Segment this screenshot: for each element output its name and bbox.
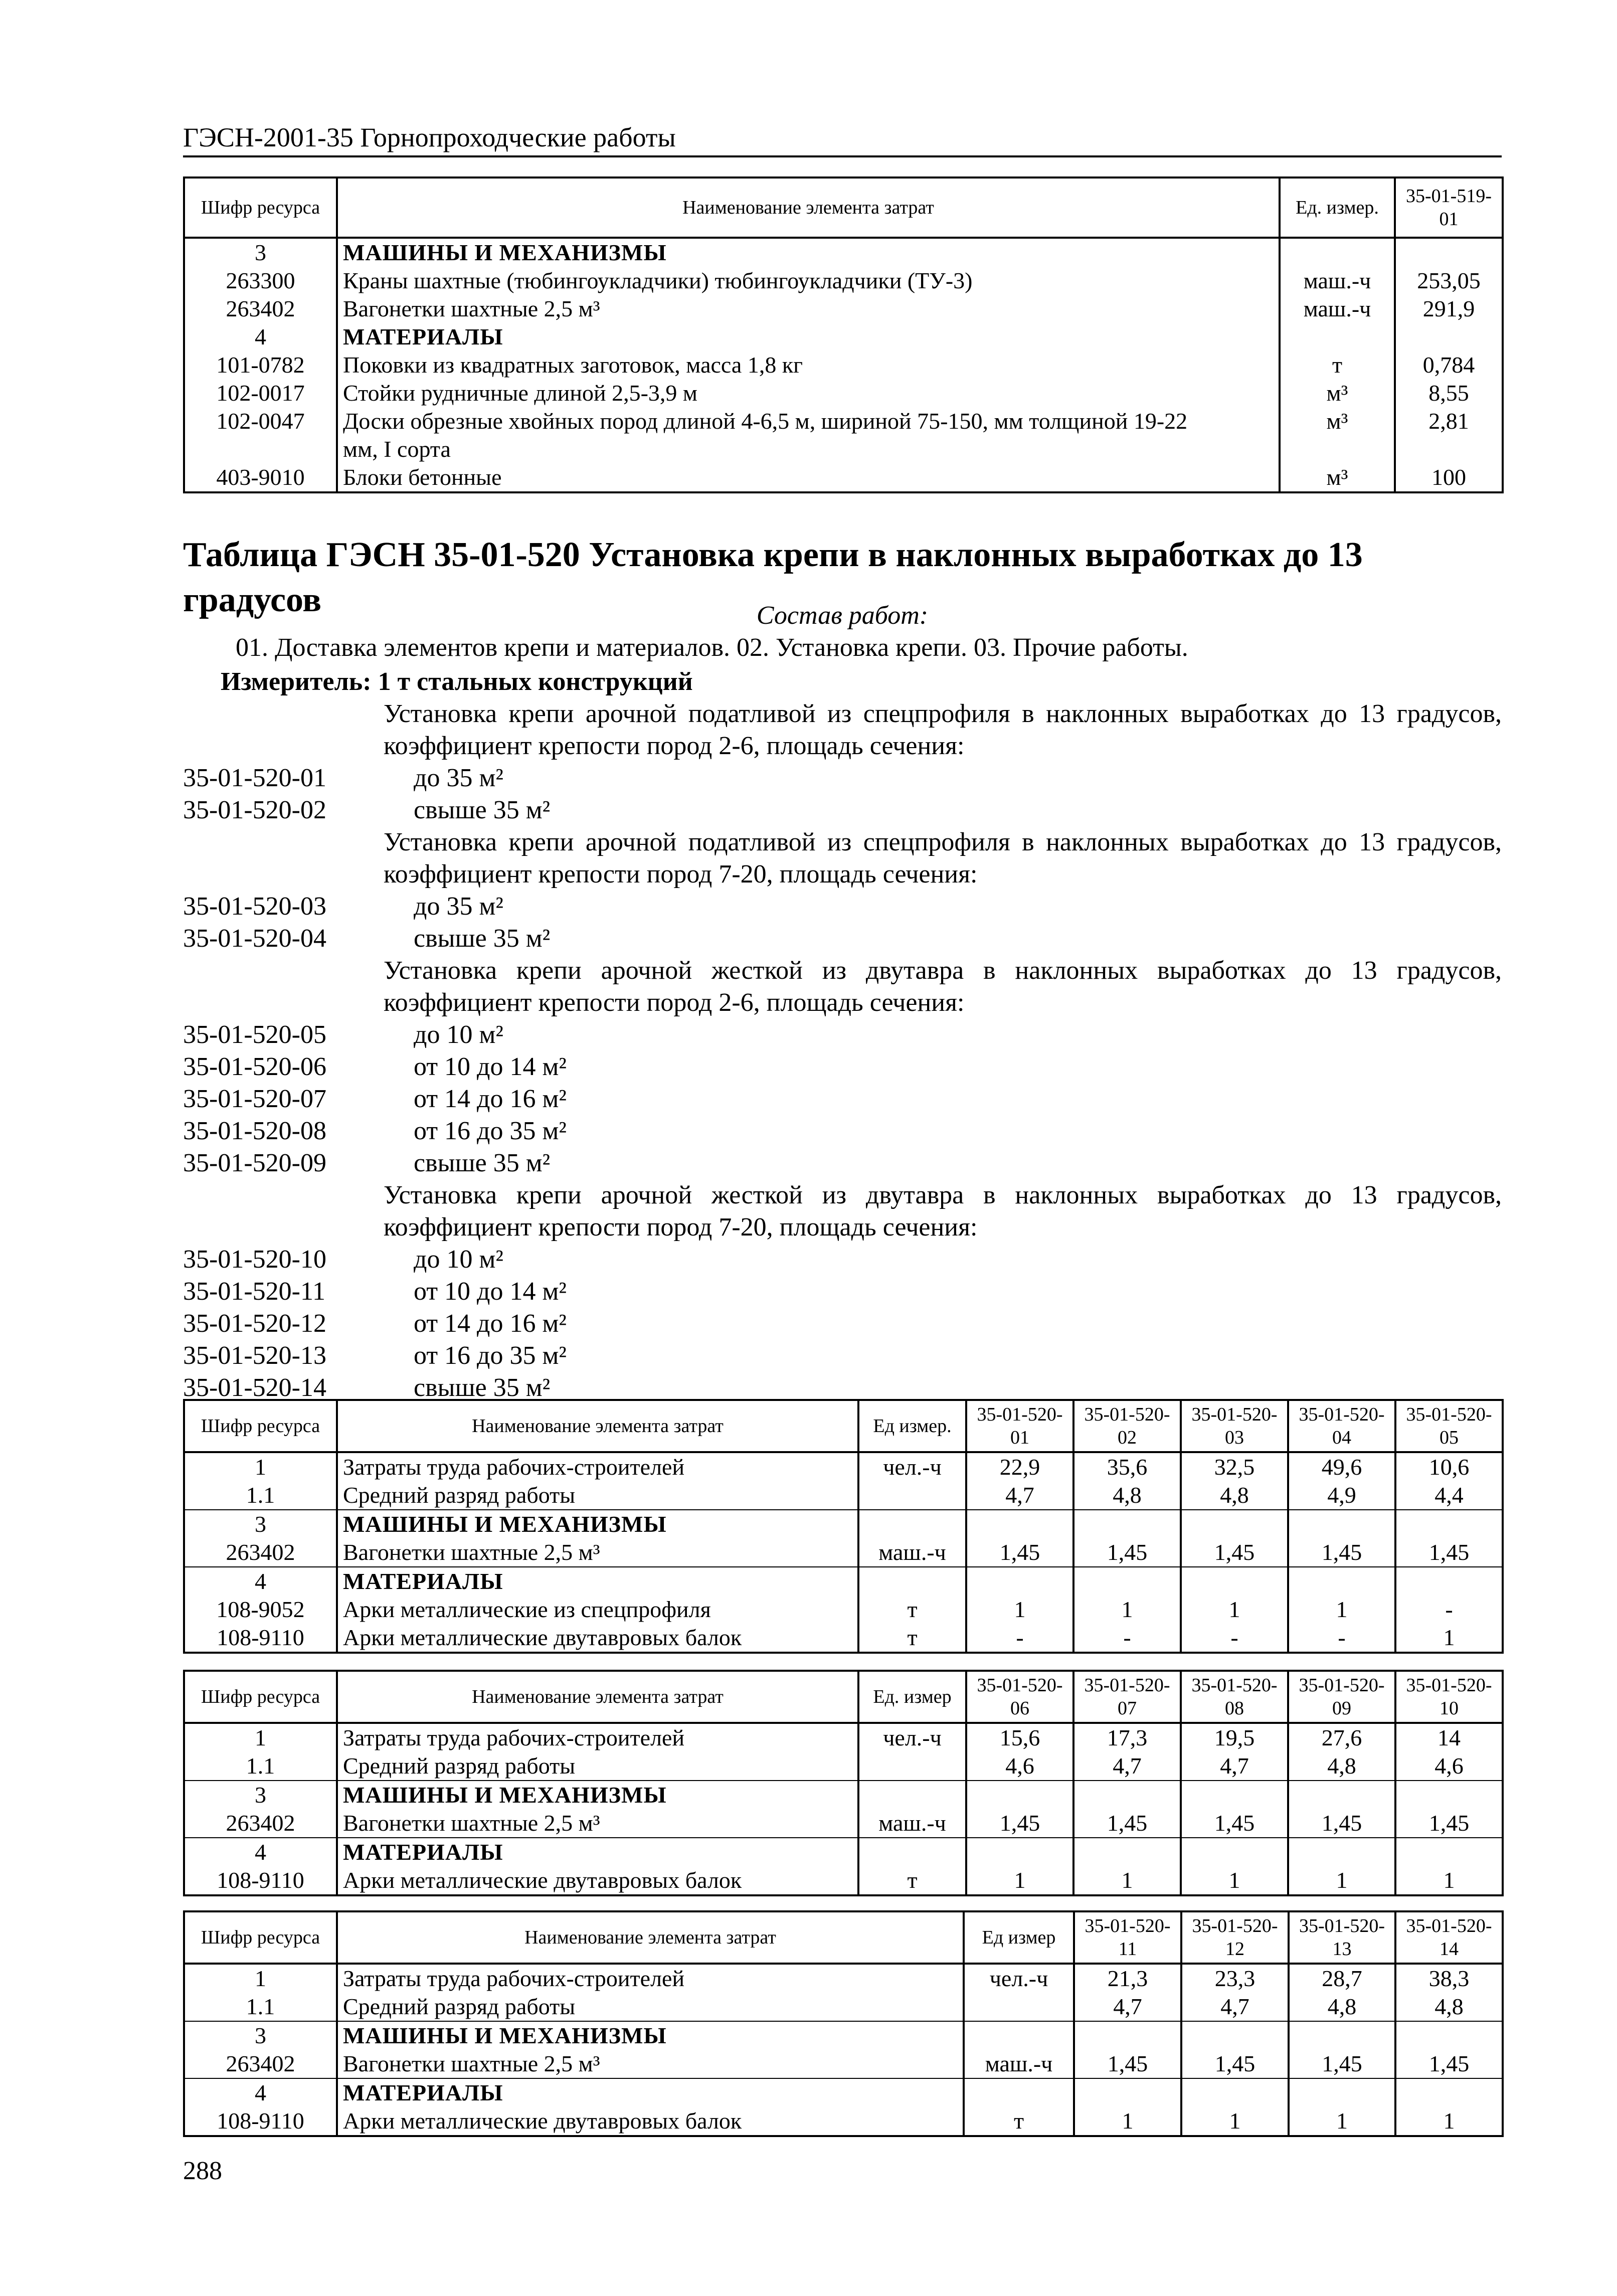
norm-value: 2,81: [1395, 407, 1503, 435]
page-header: ГЭСН-2001-35 Горнопроходческие работы: [183, 119, 1502, 157]
table-row: [184, 351, 1503, 379]
table-row: [184, 267, 1503, 295]
col-norm-header: 35-01-520-07: [1073, 1671, 1181, 1723]
norm-value: 1: [1288, 1596, 1395, 1624]
col-name-header: Наименование элемента затрат: [337, 1911, 964, 1964]
resource-code: 102-0017: [184, 379, 337, 407]
norm-value: [1074, 2021, 1181, 2050]
resource-name: Затраты труда рабочих-строителей: [337, 1452, 858, 1481]
resource-unit: маш.-ч: [1280, 267, 1395, 295]
table-row: [184, 2107, 1503, 2136]
resource-unit: [858, 1510, 966, 1538]
col-code-header: Шифр ресурса: [184, 178, 337, 238]
table-row: [184, 323, 1503, 351]
norm-value: 4,7: [1074, 1993, 1181, 2021]
norm-value: 1: [1074, 2107, 1181, 2136]
norm-value: [1073, 1567, 1181, 1596]
col-norm-header: 35-01-520-04: [1288, 1400, 1395, 1452]
norm-code-row: [183, 1019, 503, 1051]
resource-code: 108-9110: [184, 2107, 337, 2136]
norm-size: от 10 до 14 м²: [414, 1052, 567, 1081]
col-norm-header: 35-01-520-03: [1181, 1400, 1288, 1452]
norm-code: 35-01-520-09: [183, 1149, 326, 1177]
norm-size: свыше 35 м²: [414, 1149, 551, 1177]
norm-value: 4,6: [1395, 1752, 1503, 1781]
resource-code: 4: [184, 1838, 337, 1866]
col-norm-header: 35-01-520-13: [1289, 1911, 1395, 1964]
norm-code: 35-01-520-02: [183, 796, 326, 824]
norm-value: 10,6: [1395, 1452, 1503, 1481]
norm-value: [1395, 238, 1503, 267]
norm-value: 1: [1289, 2107, 1395, 2136]
norm-size: свыше 35 м²: [414, 1373, 551, 1402]
norm-value: [1181, 1781, 1288, 1809]
col-norm-header: 35-01-520-11: [1074, 1911, 1181, 1964]
norm-code-row: [183, 1276, 567, 1308]
table-row: [184, 1723, 1503, 1752]
norm-value: 4,8: [1181, 1481, 1288, 1510]
resource-code: 263402: [184, 1809, 337, 1838]
col-norm-header: 35-01-520-02: [1073, 1400, 1181, 1452]
resource-name: МАТЕРИАЛЫ: [337, 2078, 964, 2107]
resource-unit: т: [858, 1596, 966, 1624]
resource-code: 3: [184, 238, 337, 267]
col-norm-header: 35-01-520-08: [1181, 1671, 1288, 1723]
norm-value: 1: [1288, 1866, 1395, 1895]
table-row: [184, 1567, 1503, 1596]
table-row: [184, 1866, 1503, 1895]
norm-value: 1: [966, 1866, 1073, 1895]
norm-value: 1,45: [1288, 1809, 1395, 1838]
norm-value: [1395, 323, 1503, 351]
norm-value: -: [1073, 1624, 1181, 1653]
resource-unit: м³: [1280, 463, 1395, 492]
page-number: 288: [183, 2157, 222, 2185]
col-norm-header: 35-01-519-01: [1395, 178, 1503, 238]
resource-unit: [1280, 238, 1395, 267]
resource-name: МАШИНЫ И МЕХАНИЗМЫ: [337, 1781, 858, 1809]
resource-name: Вагонетки шахтные 2,5 м³: [337, 1809, 858, 1838]
norm-value: [1073, 1510, 1181, 1538]
resource-table-520-06-10: [183, 1670, 1504, 1896]
resource-name: Вагонетки шахтные 2,5 м³: [337, 295, 1280, 323]
table-row: [184, 1596, 1503, 1624]
resource-code: 3: [184, 1781, 337, 1809]
norm-value: 19,5: [1181, 1723, 1288, 1752]
resource-unit: [964, 1993, 1074, 2021]
norm-value: 4,8: [1395, 1993, 1503, 2021]
norm-value: [1289, 2078, 1395, 2107]
norm-value: 1,45: [1181, 2050, 1289, 2078]
norm-value: 4,7: [966, 1481, 1073, 1510]
resource-code: 263300: [184, 267, 337, 295]
norm-code-row: [183, 1115, 567, 1147]
resource-unit: маш.-ч: [964, 2050, 1074, 2078]
resource-unit: [858, 1781, 966, 1809]
norm-code-row: [183, 923, 550, 955]
resource-code: 4: [184, 2078, 337, 2107]
norm-code-row: [183, 1308, 567, 1340]
norm-size: от 14 до 16 м²: [414, 1085, 567, 1113]
norm-code: 35-01-520-11: [183, 1277, 326, 1306]
norm-value: [1073, 1781, 1181, 1809]
table-row: [184, 1510, 1503, 1538]
resource-name: Затраты труда рабочих-строителей: [337, 1964, 964, 1993]
norm-value: 1,45: [1181, 1538, 1288, 1567]
resource-name: Доски обрезные хвойных пород длиной 4-6,5 м, шириной 75-150, мм толщиной 19-22: [337, 407, 1280, 435]
col-unit-header: Ед. измер: [858, 1671, 966, 1723]
resource-code: 1: [184, 1452, 337, 1481]
resource-code: 1: [184, 1723, 337, 1752]
resource-unit: [1280, 435, 1395, 463]
resource-code: 108-9110: [184, 1866, 337, 1895]
resource-name: Средний разряд работы: [337, 1752, 858, 1781]
norm-value: [966, 1838, 1073, 1866]
resource-name: Средний разряд работы: [337, 1481, 858, 1510]
resource-name: Средний разряд работы: [337, 1993, 964, 2021]
norm-value: 1,45: [1289, 2050, 1395, 2078]
resource-code: 1.1: [184, 1481, 337, 1510]
norm-value: 1: [1073, 1866, 1181, 1895]
norm-value: 49,6: [1288, 1452, 1395, 1481]
norm-value: [966, 1781, 1073, 1809]
resource-code: 3: [184, 1510, 337, 1538]
norm-code: 35-01-520-04: [183, 924, 326, 953]
norm-value: 1,45: [1395, 1538, 1503, 1567]
table-row: [184, 1624, 1503, 1653]
resource-unit: чел.-ч: [964, 1964, 1074, 1993]
norm-value: 8,55: [1395, 379, 1503, 407]
norm-value: 4,9: [1288, 1481, 1395, 1510]
resource-name: мм, I сорта: [337, 435, 1280, 463]
resource-unit: маш.-ч: [858, 1538, 966, 1567]
resource-code: 101-0782: [184, 351, 337, 379]
norm-code: 35-01-520-08: [183, 1117, 326, 1145]
resource-code: 263402: [184, 295, 337, 323]
norm-value: 1: [1395, 1866, 1503, 1895]
norm-size: от 14 до 16 м²: [414, 1309, 567, 1338]
resource-name: Блоки бетонные: [337, 463, 1280, 492]
norm-value: [1181, 1567, 1288, 1596]
resource-name: Поковки из квадратных заготовок, масса 1,8 кг: [337, 351, 1280, 379]
norm-value: [1395, 1781, 1503, 1809]
resource-name: Арки металлические двутавровых балок: [337, 2107, 964, 2136]
norm-value: 1: [1073, 1596, 1181, 1624]
resource-table-519: [183, 176, 1504, 493]
resource-unit: чел.-ч: [858, 1723, 966, 1752]
table-row: [184, 1838, 1503, 1866]
norm-value: [1288, 1567, 1395, 1596]
resource-unit: [858, 1481, 966, 1510]
norm-code: 35-01-520-13: [183, 1341, 326, 1370]
table-row: [184, 1809, 1503, 1838]
norm-value: [1074, 2078, 1181, 2107]
resource-unit: маш.-ч: [1280, 295, 1395, 323]
norm-value: 4,7: [1181, 1993, 1289, 2021]
norm-value: 35,6: [1073, 1452, 1181, 1481]
col-name-header: Наименование элемента затрат: [337, 178, 1280, 238]
resource-unit: [858, 1567, 966, 1596]
col-name-header: Наименование элемента затрат: [337, 1400, 858, 1452]
norm-code-row: [183, 794, 550, 826]
norm-value: [1395, 2021, 1503, 2050]
resource-unit: т: [858, 1624, 966, 1653]
norm-value: 22,9: [966, 1452, 1073, 1481]
resource-unit: маш.-ч: [858, 1809, 966, 1838]
resource-unit: т: [1280, 351, 1395, 379]
resource-name: МАТЕРИАЛЫ: [337, 323, 1280, 351]
resource-unit: т: [858, 1866, 966, 1895]
norm-code: 35-01-520-12: [183, 1309, 326, 1338]
norm-code: 35-01-520-10: [183, 1245, 326, 1274]
norm-size: от 10 до 14 м²: [414, 1277, 567, 1306]
norm-size: до 10 м²: [414, 1245, 503, 1274]
resource-name: МАШИНЫ И МЕХАНИЗМЫ: [337, 238, 1280, 267]
norm-code: 35-01-520-07: [183, 1085, 326, 1113]
norm-code-row: [183, 1083, 567, 1115]
col-norm-header: 35-01-520-01: [966, 1400, 1073, 1452]
norm-value: -: [1288, 1624, 1395, 1653]
norm-size: до 10 м²: [414, 1020, 503, 1049]
norm-value: [1395, 1510, 1503, 1538]
description-group-2: Установка крепи арочной податливой из спецпрофиля в наклонных выработках до 13 градусов, коэффициент крепости пород 7-20, площадь сечения:: [384, 828, 1502, 889]
table-row: [184, 1781, 1503, 1809]
norm-value: 1,45: [966, 1809, 1073, 1838]
resource-unit: т: [964, 2107, 1074, 2136]
norm-code: 35-01-520-05: [183, 1020, 326, 1049]
norm-value: 15,6: [966, 1723, 1073, 1752]
norm-size: до 35 м²: [414, 764, 503, 792]
norm-value: -: [1395, 1596, 1503, 1624]
resource-code: 1.1: [184, 1752, 337, 1781]
table-row: [184, 1993, 1503, 2021]
resource-name: МАШИНЫ И МЕХАНИЗМЫ: [337, 1510, 858, 1538]
resource-unit: [858, 1838, 966, 1866]
norm-size: от 16 до 35 м²: [414, 1341, 567, 1370]
norm-code-row: [183, 1244, 503, 1276]
norm-value: [1289, 2021, 1395, 2050]
table-row: [184, 2050, 1503, 2078]
norm-code: 35-01-520-03: [183, 892, 326, 921]
col-norm-header: 35-01-520-05: [1395, 1400, 1503, 1452]
table-row: [184, 1452, 1503, 1481]
norm-value: 1,45: [1073, 1538, 1181, 1567]
norm-value: 1,45: [1288, 1538, 1395, 1567]
col-norm-header: 35-01-520-10: [1395, 1671, 1503, 1723]
norm-value: 4,4: [1395, 1481, 1503, 1510]
norm-value: 1,45: [1073, 1809, 1181, 1838]
norm-value: 100: [1395, 463, 1503, 492]
norm-value: 1: [1181, 1866, 1288, 1895]
norm-value: 4,7: [1181, 1752, 1288, 1781]
resource-unit: чел.-ч: [858, 1452, 966, 1481]
table-row: [184, 407, 1503, 435]
norm-size: свыше 35 м²: [414, 924, 551, 953]
resource-unit: [964, 2021, 1074, 2050]
norm-value: [1288, 1781, 1395, 1809]
norm-value: 28,7: [1289, 1964, 1395, 1993]
norm-code-row: [183, 1340, 567, 1372]
resource-code: 263402: [184, 1538, 337, 1567]
col-norm-header: 35-01-520-06: [966, 1671, 1073, 1723]
norm-value: 0,784: [1395, 351, 1503, 379]
norm-value: 4,8: [1288, 1752, 1395, 1781]
norm-value: 1: [966, 1596, 1073, 1624]
resource-name: Краны шахтные (тюбингоукладчики) тюбингоукладчики (ТУ-3): [337, 267, 1280, 295]
table-row: [184, 295, 1503, 323]
description-group-3: Установка крепи арочной жесткой из двутавра в наклонных выработках до 13 градусов, коэффициент крепости пород 2-6, площадь сечения:: [384, 956, 1502, 1017]
description-group-4: Установка крепи арочной жесткой из двутавра в наклонных выработках до 13 градусов, коэффициент крепости пород 7-20, площадь сечения:: [384, 1181, 1502, 1242]
norm-value: 17,3: [1073, 1723, 1181, 1752]
col-norm-header: 35-01-520-12: [1181, 1911, 1289, 1964]
resource-code: 263402: [184, 2050, 337, 2078]
col-code-header: Шифр ресурса: [184, 1400, 337, 1452]
description-group-1: Установка крепи арочной податливой из спецпрофиля в наклонных выработках до 13 градусов, коэффициент крепости пород 2-6, площадь сечения:: [384, 699, 1502, 760]
resource-name: МАТЕРИАЛЫ: [337, 1838, 858, 1866]
resource-code: 403-9010: [184, 463, 337, 492]
resource-code: 1.1: [184, 1993, 337, 2021]
norm-value: 21,3: [1074, 1964, 1181, 1993]
resource-name: Вагонетки шахтные 2,5 м³: [337, 2050, 964, 2078]
norm-value: -: [966, 1624, 1073, 1653]
norm-value: [1395, 435, 1503, 463]
norm-value: 23,3: [1181, 1964, 1289, 1993]
norm-value: 1: [1395, 2107, 1503, 2136]
resource-name: Арки металлические двутавровых балок: [337, 1866, 858, 1895]
table-row: [184, 435, 1503, 463]
col-code-header: Шифр ресурса: [184, 1911, 337, 1964]
table-row: [184, 1538, 1503, 1567]
resource-table-520-11-14: [183, 1910, 1504, 2137]
norm-value: 38,3: [1395, 1964, 1503, 1993]
norm-code: 35-01-520-14: [183, 1373, 326, 1402]
norm-code-row: [183, 891, 503, 923]
work-composition-text: 01. Доставка элементов крепи и материалов. 02. Установка крепи. 03. Прочие работы.: [236, 633, 1188, 662]
norm-value: 27,6: [1288, 1723, 1395, 1752]
norm-value: 4,8: [1289, 1993, 1395, 2021]
norm-value: 32,5: [1181, 1452, 1288, 1481]
resource-code: [184, 435, 337, 463]
resource-code: 4: [184, 323, 337, 351]
norm-value: [1288, 1838, 1395, 1866]
table-title: Таблица ГЭСН 35-01-520 Установка крепи в наклонных выработках до 13 градусов: [183, 536, 1363, 619]
resource-unit: [1280, 323, 1395, 351]
resource-unit: м³: [1280, 407, 1395, 435]
norm-value: [966, 1510, 1073, 1538]
norm-code: 35-01-520-06: [183, 1052, 326, 1081]
norm-value: 1,45: [1074, 2050, 1181, 2078]
measure-unit: Измеритель: 1 т стальных конструкций: [221, 667, 693, 696]
norm-value: 1: [1395, 1624, 1503, 1653]
norm-value: [1395, 2078, 1503, 2107]
norm-value: 1,45: [966, 1538, 1073, 1567]
table-row: [184, 2078, 1503, 2107]
norm-size: от 16 до 35 м²: [414, 1117, 567, 1145]
table-row: [184, 1964, 1503, 1993]
col-code-header: Шифр ресурса: [184, 1671, 337, 1723]
resource-code: 1: [184, 1964, 337, 1993]
resource-code: 4: [184, 1567, 337, 1596]
col-unit-header: Ед измер: [964, 1911, 1074, 1964]
norm-value: 1,45: [1395, 2050, 1503, 2078]
norm-value: 1: [1181, 1596, 1288, 1624]
col-unit-header: Ед. измер.: [1280, 178, 1395, 238]
norm-value: 291,9: [1395, 295, 1503, 323]
resource-name: Стойки рудничные длиной 2,5-3,9 м: [337, 379, 1280, 407]
norm-code: 35-01-520-01: [183, 764, 326, 792]
norm-code-row: [183, 1051, 567, 1083]
col-unit-header: Ед измер.: [858, 1400, 966, 1452]
norm-value: 4,8: [1073, 1481, 1181, 1510]
norm-size: свыше 35 м²: [414, 796, 551, 824]
table-row: [184, 2021, 1503, 2050]
norm-value: -: [1181, 1624, 1288, 1653]
norm-value: [1073, 1838, 1181, 1866]
table-row: [184, 1752, 1503, 1781]
resource-name: Арки металлические двутавровых балок: [337, 1624, 858, 1653]
resource-code: 3: [184, 2021, 337, 2050]
norm-value: 1: [1181, 2107, 1289, 2136]
norm-value: [1395, 1838, 1503, 1866]
resource-unit: [858, 1752, 966, 1781]
norm-code-row: [183, 762, 503, 794]
col-name-header: Наименование элемента затрат: [337, 1671, 858, 1723]
norm-value: 1,45: [1181, 1809, 1288, 1838]
table-row: [184, 379, 1503, 407]
resource-name: Вагонетки шахтные 2,5 м³: [337, 1538, 858, 1567]
resource-table-520-01-05: [183, 1399, 1504, 1654]
resource-code: 102-0047: [184, 407, 337, 435]
norm-value: [1181, 1838, 1288, 1866]
resource-unit: [964, 2078, 1074, 2107]
norm-value: [1181, 1510, 1288, 1538]
norm-value: 253,05: [1395, 267, 1503, 295]
col-norm-header: 35-01-520-14: [1395, 1911, 1503, 1964]
resource-name: МАТЕРИАЛЫ: [337, 1567, 858, 1596]
norm-value: 4,7: [1073, 1752, 1181, 1781]
norm-size: до 35 м²: [414, 892, 503, 921]
norm-value: [1181, 2021, 1289, 2050]
norm-code-row: [183, 1147, 550, 1179]
resource-name: МАШИНЫ И МЕХАНИЗМЫ: [337, 2021, 964, 2050]
norm-value: [1181, 2078, 1289, 2107]
resource-code: 108-9110: [184, 1624, 337, 1653]
table-row: [184, 463, 1503, 492]
resource-name: Затраты труда рабочих-строителей: [337, 1723, 858, 1752]
norm-value: [966, 1567, 1073, 1596]
col-norm-header: 35-01-520-09: [1288, 1671, 1395, 1723]
table-row: [184, 238, 1503, 267]
resource-name: Арки металлические из спецпрофиля: [337, 1596, 858, 1624]
norm-value: 14: [1395, 1723, 1503, 1752]
norm-value: 1,45: [1395, 1809, 1503, 1838]
norm-value: [1288, 1510, 1395, 1538]
norm-value: [1395, 1567, 1503, 1596]
resource-unit: м³: [1280, 379, 1395, 407]
table-row: [184, 1481, 1503, 1510]
work-composition-label: Состав работ:: [756, 601, 929, 630]
norm-value: 4,6: [966, 1752, 1073, 1781]
resource-code: 108-9052: [184, 1596, 337, 1624]
